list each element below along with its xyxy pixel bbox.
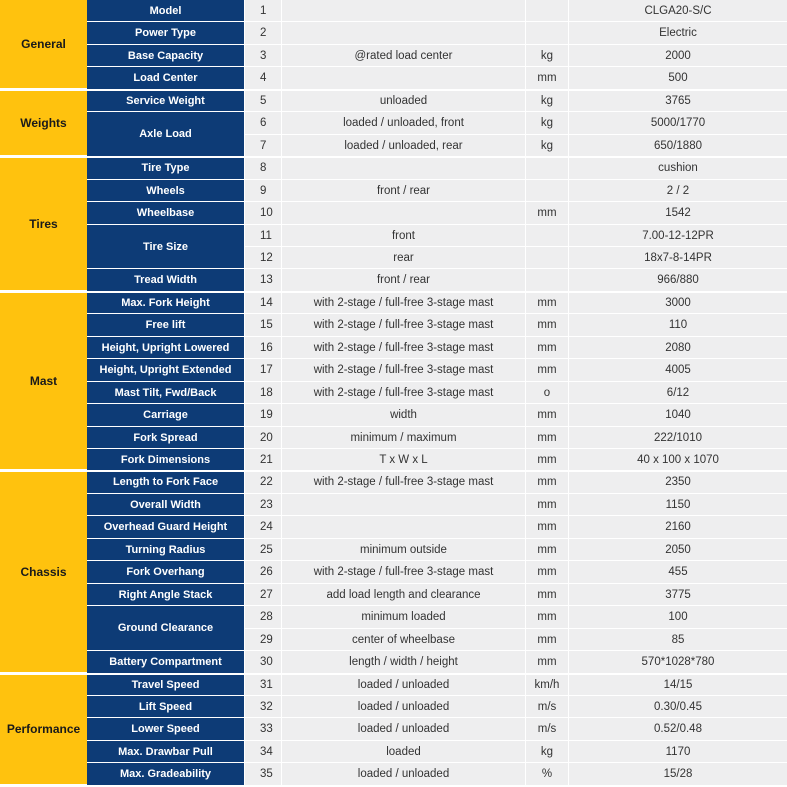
row-number: 18 [245, 382, 281, 404]
row-label: Lift Speed [87, 696, 244, 718]
row-condition: center of wheelbase [282, 629, 525, 651]
row-label: Free lift [87, 314, 244, 337]
row-unit: mm [526, 359, 568, 382]
row-condition: front [282, 225, 525, 247]
row-unit [526, 269, 568, 292]
row-number: 11 [245, 225, 281, 247]
row-condition: loaded [282, 741, 525, 763]
row-label: Carriage [87, 404, 244, 427]
row-number: 5 [245, 90, 281, 112]
row-label: Travel Speed [87, 674, 244, 696]
row-value: 500 [569, 67, 787, 90]
row-condition: unloaded [282, 90, 525, 112]
row-condition: rear [282, 247, 525, 269]
row-condition: minimum loaded [282, 606, 525, 629]
row-value: 1542 [569, 202, 787, 225]
row-unit: mm [526, 337, 568, 359]
row-label: Model [87, 0, 244, 22]
group-divider [0, 673, 787, 675]
row-unit [526, 22, 568, 45]
row-label: Overall Width [87, 494, 244, 516]
row-condition: loaded / unloaded [282, 674, 525, 696]
row-condition: with 2-stage / full-free 3-stage mast [282, 382, 525, 404]
row-value: 1040 [569, 404, 787, 427]
row-number: 4 [245, 67, 281, 90]
row-number: 9 [245, 180, 281, 202]
group-divider [0, 89, 787, 91]
row-label: Turning Radius [87, 539, 244, 561]
row-condition: width [282, 404, 525, 427]
category-chassis: Chassis [0, 471, 87, 674]
row-label: Mast Tilt, Fwd/Back [87, 382, 244, 404]
row-condition: loaded / unloaded [282, 696, 525, 718]
row-condition: with 2-stage / full-free 3-stage mast [282, 292, 525, 314]
row-unit: kg [526, 135, 568, 157]
row-label: Length to Fork Face [87, 471, 244, 494]
row-condition: loaded / unloaded, front [282, 112, 525, 135]
row-unit: mm [526, 629, 568, 651]
row-label: Lower Speed [87, 718, 244, 741]
row-number: 13 [245, 269, 281, 292]
row-condition: front / rear [282, 180, 525, 202]
row-condition [282, 157, 525, 180]
row-condition: with 2-stage / full-free 3-stage mast [282, 314, 525, 337]
row-value: 2 / 2 [569, 180, 787, 202]
row-unit: mm [526, 651, 568, 674]
row-value: 7.00-12-12PR [569, 225, 787, 247]
row-unit: km/h [526, 674, 568, 696]
row-number: 16 [245, 337, 281, 359]
row-number: 22 [245, 471, 281, 494]
row-number: 29 [245, 629, 281, 651]
row-unit [526, 247, 568, 269]
row-condition: minimum / maximum [282, 427, 525, 449]
row-label: Load Center [87, 67, 244, 90]
row-label: Right Angle Stack [87, 584, 244, 606]
row-unit: kg [526, 112, 568, 135]
row-value: 18x7-8-14PR [569, 247, 787, 269]
row-value: 15/28 [569, 763, 787, 786]
row-condition: T x W x L [282, 449, 525, 471]
row-unit: mm [526, 292, 568, 314]
row-number: 30 [245, 651, 281, 674]
row-number: 32 [245, 696, 281, 718]
row-unit: mm [526, 67, 568, 90]
row-number: 1 [245, 0, 281, 22]
row-value: Electric [569, 22, 787, 45]
row-value: 2080 [569, 337, 787, 359]
row-number: 12 [245, 247, 281, 269]
row-number: 35 [245, 763, 281, 786]
row-number: 14 [245, 292, 281, 314]
row-number: 20 [245, 427, 281, 449]
row-condition [282, 67, 525, 90]
row-value: 100 [569, 606, 787, 629]
row-value: 40 x 100 x 1070 [569, 449, 787, 471]
row-label: Power Type [87, 22, 244, 45]
row-number: 2 [245, 22, 281, 45]
row-unit: % [526, 763, 568, 786]
row-unit: mm [526, 449, 568, 471]
row-condition [282, 516, 525, 539]
row-value: 2350 [569, 471, 787, 494]
row-condition: with 2-stage / full-free 3-stage mast [282, 337, 525, 359]
row-value: 3000 [569, 292, 787, 314]
row-number: 33 [245, 718, 281, 741]
row-unit: mm [526, 561, 568, 584]
row-label: Tire Size [87, 225, 244, 269]
row-label: Wheels [87, 180, 244, 202]
row-label: Battery Compartment [87, 651, 244, 674]
row-unit [526, 180, 568, 202]
row-label: Fork Overhang [87, 561, 244, 584]
row-value: 4005 [569, 359, 787, 382]
row-number: 23 [245, 494, 281, 516]
row-unit: kg [526, 90, 568, 112]
row-condition: with 2-stage / full-free 3-stage mast [282, 471, 525, 494]
row-number: 26 [245, 561, 281, 584]
row-unit: m/s [526, 696, 568, 718]
row-condition [282, 494, 525, 516]
group-divider [0, 470, 787, 472]
group-divider [0, 291, 787, 293]
row-value: 0.30/0.45 [569, 696, 787, 718]
row-label: Max. Gradeability [87, 763, 244, 786]
row-label: Max. Fork Height [87, 292, 244, 314]
row-label: Wheelbase [87, 202, 244, 225]
row-unit: m/s [526, 718, 568, 741]
row-value: 966/880 [569, 269, 787, 292]
row-value: 222/1010 [569, 427, 787, 449]
category-performance: Performance [0, 674, 87, 786]
row-label: Fork Dimensions [87, 449, 244, 471]
row-value: 570*1028*780 [569, 651, 787, 674]
category-mast: Mast [0, 292, 87, 471]
row-value: 110 [569, 314, 787, 337]
row-value: 2160 [569, 516, 787, 539]
row-value: 3775 [569, 584, 787, 606]
row-label: Base Capacity [87, 45, 244, 67]
row-unit [526, 225, 568, 247]
row-value: cushion [569, 157, 787, 180]
group-divider [0, 156, 787, 158]
row-label: Height, Upright Lowered [87, 337, 244, 359]
row-value: 2050 [569, 539, 787, 561]
row-unit: mm [526, 494, 568, 516]
row-condition [282, 22, 525, 45]
row-value: 14/15 [569, 674, 787, 696]
row-unit: mm [526, 202, 568, 225]
row-unit: mm [526, 314, 568, 337]
row-value: 1150 [569, 494, 787, 516]
row-unit: mm [526, 606, 568, 629]
row-number: 15 [245, 314, 281, 337]
row-condition: loaded / unloaded [282, 763, 525, 786]
row-unit [526, 157, 568, 180]
row-unit: kg [526, 741, 568, 763]
row-condition: loaded / unloaded [282, 718, 525, 741]
row-label: Height, Upright Extended [87, 359, 244, 382]
row-value: 2000 [569, 45, 787, 67]
row-number: 24 [245, 516, 281, 539]
category-weights: Weights [0, 90, 87, 157]
row-value: 650/1880 [569, 135, 787, 157]
row-value: 1170 [569, 741, 787, 763]
category-general: General [0, 0, 87, 90]
category-tires: Tires [0, 157, 87, 292]
row-unit: mm [526, 584, 568, 606]
row-number: 31 [245, 674, 281, 696]
row-value: 85 [569, 629, 787, 651]
row-label: Tire Type [87, 157, 244, 180]
row-value: 455 [569, 561, 787, 584]
row-unit: o [526, 382, 568, 404]
row-number: 25 [245, 539, 281, 561]
row-condition: with 2-stage / full-free 3-stage mast [282, 359, 525, 382]
row-value: 5000/1770 [569, 112, 787, 135]
row-number: 8 [245, 157, 281, 180]
row-label: Service Weight [87, 90, 244, 112]
row-label: Overhead Guard Height [87, 516, 244, 539]
row-value: 3765 [569, 90, 787, 112]
row-number: 10 [245, 202, 281, 225]
row-condition: length / width / height [282, 651, 525, 674]
row-number: 19 [245, 404, 281, 427]
row-number: 27 [245, 584, 281, 606]
row-unit: mm [526, 471, 568, 494]
row-condition: minimum outside [282, 539, 525, 561]
row-number: 34 [245, 741, 281, 763]
row-condition: with 2-stage / full-free 3-stage mast [282, 561, 525, 584]
row-condition [282, 0, 525, 22]
row-label: Axle Load [87, 112, 244, 157]
row-condition [282, 202, 525, 225]
row-number: 28 [245, 606, 281, 629]
row-condition: loaded / unloaded, rear [282, 135, 525, 157]
row-label: Tread Width [87, 269, 244, 292]
row-unit: mm [526, 404, 568, 427]
row-unit: mm [526, 539, 568, 561]
row-label: Max. Drawbar Pull [87, 741, 244, 763]
row-condition: add load length and clearance [282, 584, 525, 606]
row-unit [526, 0, 568, 22]
row-label: Ground Clearance [87, 606, 244, 651]
row-value: CLGA20-S/C [569, 0, 787, 22]
row-unit: mm [526, 427, 568, 449]
row-number: 3 [245, 45, 281, 67]
row-value: 6/12 [569, 382, 787, 404]
row-number: 7 [245, 135, 281, 157]
row-unit: mm [526, 516, 568, 539]
row-condition: front / rear [282, 269, 525, 292]
row-label: Fork Spread [87, 427, 244, 449]
row-unit: kg [526, 45, 568, 67]
row-value: 0.52/0.48 [569, 718, 787, 741]
row-number: 6 [245, 112, 281, 135]
row-condition: @rated load center [282, 45, 525, 67]
row-number: 17 [245, 359, 281, 382]
row-number: 21 [245, 449, 281, 471]
